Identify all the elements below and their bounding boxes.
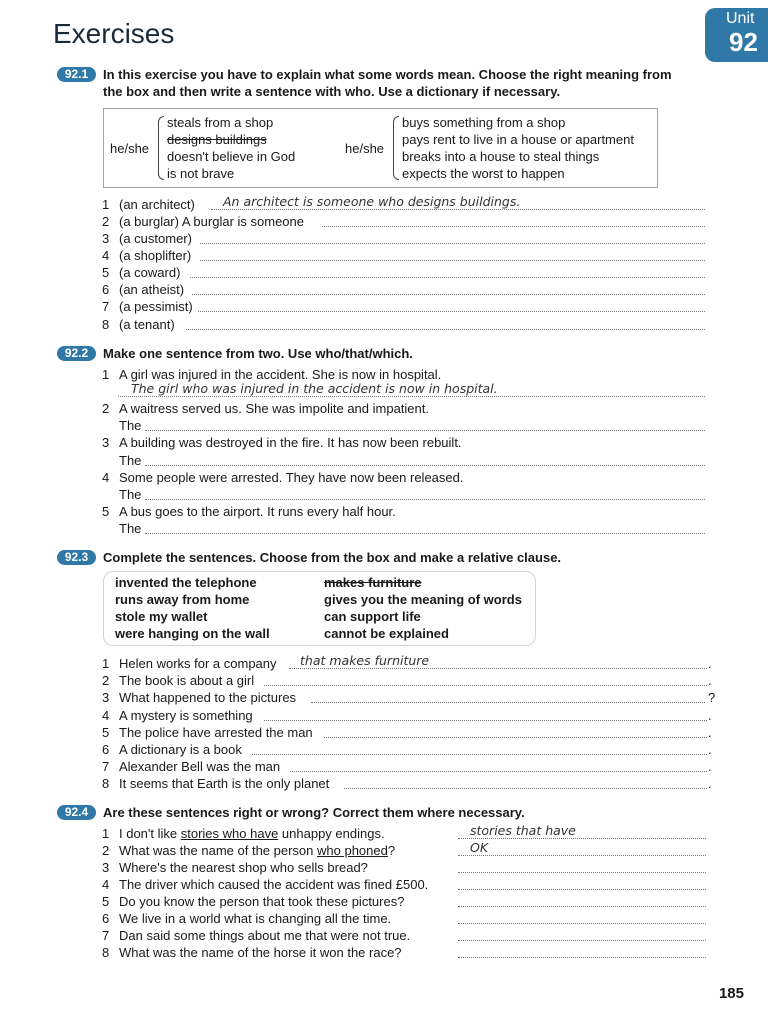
answer-line[interactable] <box>290 771 707 772</box>
item-number: 1 <box>102 826 110 841</box>
item-number: 6 <box>102 742 110 757</box>
item-number: 2 <box>102 843 110 858</box>
instruction-keyword: who <box>345 84 371 99</box>
answer-line[interactable] <box>200 243 705 244</box>
answer-line[interactable] <box>186 329 705 330</box>
answer-line[interactable] <box>145 465 705 466</box>
answer-line[interactable] <box>145 499 705 500</box>
item-number: 1 <box>102 367 110 382</box>
item-text: A dictionary is a book <box>119 742 242 757</box>
answer-line[interactable] <box>145 533 705 534</box>
exercise-badge: 92.1 <box>57 67 96 82</box>
exercise-badge: 92.2 <box>57 346 96 361</box>
exercise-instructions <box>103 345 413 362</box>
item-text: What happened to the pictures <box>119 690 297 705</box>
item-question: A building was destroyed in the fire. It has now been rebuilt. <box>119 435 462 450</box>
answer-line[interactable] <box>118 396 705 397</box>
item-text: A mystery is something <box>119 708 253 723</box>
item-sentence: What was the name of the horse it won the race? <box>119 945 402 960</box>
item-word: (a burglar) A burglar is someone <box>119 214 304 229</box>
meaning-option: steals from a shop <box>167 115 274 130</box>
unit-label: Unit <box>726 10 755 27</box>
item-word: (a coward) <box>119 265 181 280</box>
clause-option: stole my wallet <box>115 609 208 624</box>
item-sentence: Dan said some things about me that were not true. <box>119 928 411 943</box>
meaning-option: doesn't believe in God <box>167 149 296 164</box>
item-text: The police have arrested the man <box>119 725 313 740</box>
item-number: 1 <box>102 197 110 212</box>
item-word: (a shoplifter) <box>119 248 192 263</box>
answer-start: The <box>119 453 142 468</box>
meaning-option: buys something from a shop <box>402 115 566 130</box>
item-word: (a customer) <box>119 231 192 246</box>
item-end: . <box>708 708 712 723</box>
item-word: (a pessimist) <box>119 299 193 314</box>
instruction-text: the box and then write a sentence with <box>103 84 345 99</box>
sentence-text: What was the name of the person <box>119 843 317 858</box>
item-sentence: Do you know the person that took these pictures? <box>119 894 405 909</box>
instruction-text: . Use a dictionary if necessary. <box>371 84 561 99</box>
item-question: A bus goes to the airport. It runs every half hour. <box>119 504 396 519</box>
item-question: A girl was injured in the accident. She is now in hospital. <box>119 367 442 382</box>
item-number: 5 <box>102 504 110 519</box>
answer-line[interactable] <box>344 788 707 789</box>
brace <box>158 116 164 180</box>
item-number: 8 <box>102 945 110 960</box>
item-number: 3 <box>102 860 110 875</box>
item-number: 7 <box>102 299 110 314</box>
item-end: . <box>708 673 712 688</box>
answer-line[interactable] <box>324 737 707 738</box>
answer-line[interactable] <box>211 209 705 210</box>
item-text: Alexander Bell was the man <box>119 759 281 774</box>
clause-option: gives you the meaning of words <box>324 592 522 607</box>
item-number: 8 <box>102 776 110 791</box>
answer-start: The <box>119 418 142 433</box>
answer-line[interactable] <box>458 906 706 907</box>
item-number: 5 <box>102 725 110 740</box>
item-number: 6 <box>102 911 110 926</box>
meaning-option: expects the worst to happen <box>402 166 565 181</box>
exercise-instructions: Complete the sentences. Choose from the box and make a relative clause. <box>103 550 562 565</box>
item-number: 7 <box>102 928 110 943</box>
item-number: 3 <box>102 690 110 705</box>
instruction-line <box>103 83 723 100</box>
clause-option-used: makes furniture <box>324 575 422 590</box>
item-word: (an atheist) <box>119 282 185 297</box>
item-end: . <box>708 776 712 791</box>
answer-line[interactable] <box>458 855 706 856</box>
clause-option: cannot be explained <box>324 626 449 641</box>
clause-option: were hanging on the wall <box>115 626 270 641</box>
answer-line[interactable] <box>192 294 705 295</box>
answer-line[interactable] <box>458 940 706 941</box>
answer-text[interactable]: stories that have <box>470 823 576 838</box>
sentence-underlined: stories who have <box>180 826 279 841</box>
item-number: 1 <box>102 656 110 671</box>
instruction-text: Make one sentence from two. Use <box>103 346 316 361</box>
page-number: 185 <box>718 985 744 1002</box>
item-end: ? <box>708 690 716 705</box>
item-number: 2 <box>102 401 110 416</box>
subject-label: he/she <box>110 141 150 156</box>
answer-line[interactable] <box>252 754 707 755</box>
item-number: 4 <box>102 470 110 485</box>
item-sentence: The driver which caused the accident was fined £500. <box>119 877 429 892</box>
answer-line[interactable] <box>458 838 706 839</box>
answer-line[interactable] <box>289 668 707 669</box>
meaning-option: is not brave <box>167 166 235 181</box>
exercise-instructions: Are these sentences right or wrong? Correct them where necessary. <box>103 805 525 820</box>
meaning-option: pays rent to live in a house or apartment <box>402 132 634 147</box>
sentence-text: ? <box>387 843 396 858</box>
answer-text[interactable]: The girl who was injured in the accident is now in hospital. <box>131 381 498 396</box>
item-word: (a tenant) <box>119 317 175 332</box>
clause-option: invented the telephone <box>115 575 257 590</box>
answer-line[interactable] <box>198 311 705 312</box>
item-number: 2 <box>102 214 110 229</box>
exercise-badge: 92.4 <box>57 805 96 820</box>
page-title: Exercises <box>53 18 175 49</box>
item-end: . <box>708 725 712 740</box>
item-number: 3 <box>102 231 110 246</box>
sentence-text: unhappy endings. <box>278 826 385 841</box>
item-number: 5 <box>102 894 110 909</box>
item-end: . <box>708 656 712 671</box>
answer-line[interactable] <box>458 889 706 890</box>
answer-line[interactable] <box>458 923 706 924</box>
answer-line[interactable] <box>264 685 707 686</box>
unit-number: 92 <box>729 27 758 57</box>
item-sentence <box>119 825 385 842</box>
item-sentence <box>119 842 395 859</box>
answer-line[interactable] <box>458 872 706 873</box>
item-text: Helen works for a company <box>119 656 277 671</box>
subject-label: he/she <box>345 141 385 156</box>
answer-line[interactable] <box>145 430 705 431</box>
sentence-underlined: who phoned <box>317 843 388 858</box>
item-number: 2 <box>102 673 110 688</box>
item-number: 8 <box>102 317 110 332</box>
clause-option: runs away from home <box>115 592 250 607</box>
sentence-text: I don't like <box>119 826 181 841</box>
meaning-option: breaks into a house to steal things <box>402 149 600 164</box>
item-number: 5 <box>102 265 110 280</box>
item-number: 4 <box>102 248 110 263</box>
instruction-text: . <box>409 346 413 361</box>
answer-text[interactable]: An architect is someone who designs buildings. <box>223 194 521 209</box>
item-text: The book is about a girl <box>119 673 255 688</box>
meaning-option-used: designs buildings <box>167 132 267 147</box>
brace <box>393 116 399 180</box>
item-number: 7 <box>102 759 110 774</box>
exercise-instructions <box>103 66 723 100</box>
unit-tab <box>705 8 768 62</box>
item-word: (an architect) <box>119 197 195 212</box>
answer-line[interactable] <box>200 260 705 261</box>
answer-line[interactable] <box>190 277 705 278</box>
clause-option: can support life <box>324 609 421 624</box>
item-question: Some people were arrested. They have now been released. <box>119 470 464 485</box>
item-text: It seems that Earth is the only planet <box>119 776 330 791</box>
item-sentence: Where's the nearest shop who sells bread? <box>119 860 368 875</box>
answer-line[interactable] <box>264 720 707 721</box>
item-sentence: We live in a world what is changing all the time. <box>119 911 392 926</box>
answer-start: The <box>119 521 142 536</box>
answer-text[interactable]: OK <box>470 840 489 855</box>
item-question: A waitress served us. She was impolite and impatient. <box>119 401 429 416</box>
answer-line[interactable] <box>322 226 705 227</box>
item-end: . <box>708 742 712 757</box>
item-number: 4 <box>102 877 110 892</box>
instruction-keyword: who/that/which <box>315 346 410 361</box>
item-end: . <box>708 759 712 774</box>
answer-start: The <box>119 487 142 502</box>
item-number: 3 <box>102 435 110 450</box>
instruction-line: In this exercise you have to explain what some words mean. Choose the right meaning from <box>103 67 672 82</box>
answer-text[interactable]: that makes furniture <box>300 653 430 668</box>
answer-line[interactable] <box>311 702 705 703</box>
answer-line[interactable] <box>458 957 706 958</box>
item-number: 6 <box>102 282 110 297</box>
exercise-badge: 92.3 <box>57 550 96 565</box>
item-number: 4 <box>102 708 110 723</box>
